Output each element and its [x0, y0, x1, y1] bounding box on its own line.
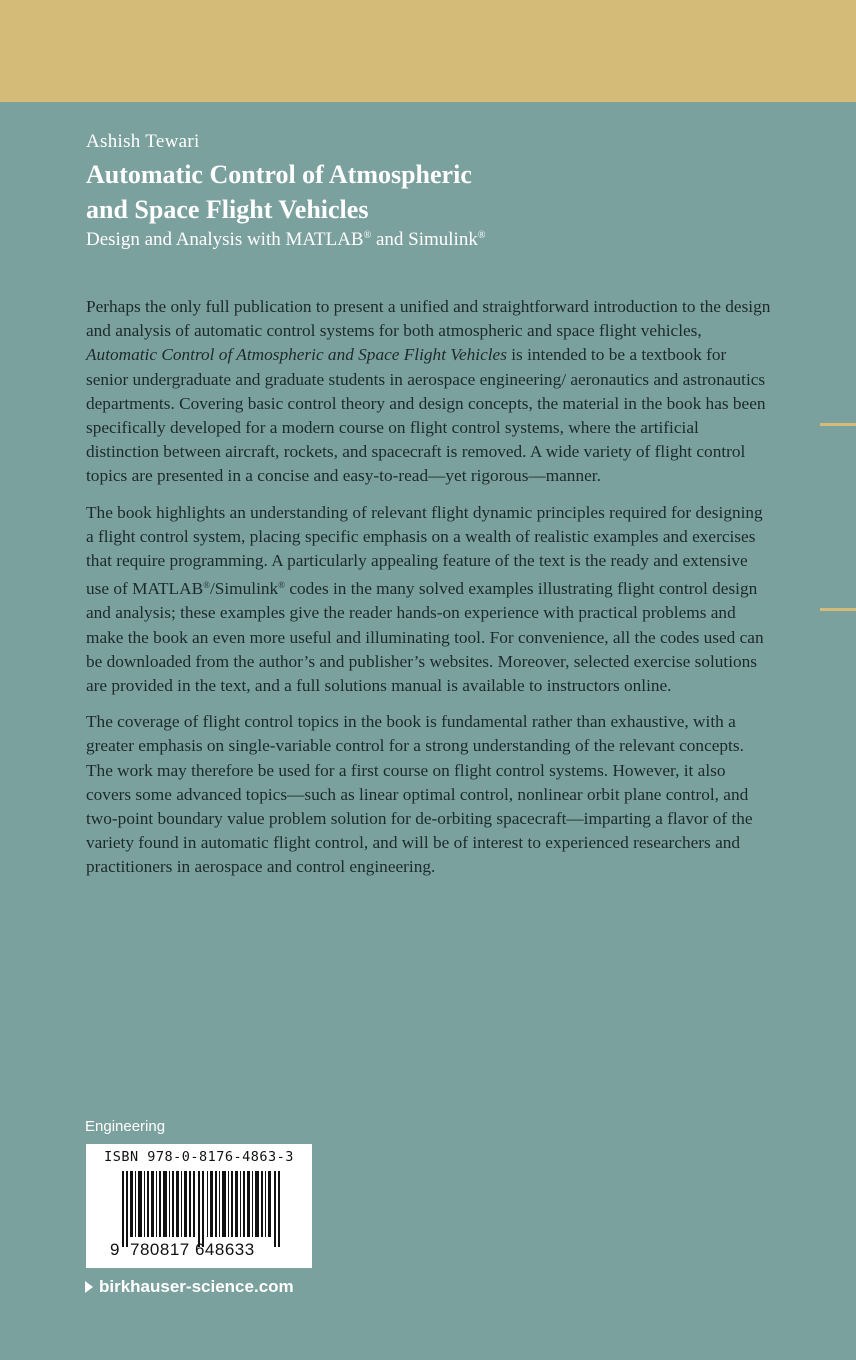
registered-mark: ® — [363, 230, 372, 241]
blurb-italic-title: Automatic Control of Atmospheric and Space Flight Vehicles — [86, 345, 507, 365]
registered-mark: ® — [278, 580, 285, 591]
blurb-paragraph-2 — [86, 501, 772, 699]
arrow-right-icon — [85, 1281, 93, 1293]
blurb-text: /Simulink — [209, 579, 279, 599]
blurb-paragraph-3: The coverage of flight control topics in the book is fundamental rather than exhaustive, with a greater emphasis on single-variable control for a strong understanding of the relevant concepts. The work may therefore be used for a first course on flight control systems. However, it also covers some advanced topics—such as linear optimal control, nonlinear orbit plane control, and two-point boundary value problem solution for de-orbiting spacecraft—imparting a flavor of the variety found in automatic flight control, and will be of interest to experienced researchers and practitioners in aerospace and control engineering. — [86, 712, 753, 877]
blurb-text: Perhaps the only full publication to present a unified and straightforward introduction to the design and analysis of automatic control systems for both atmospheric and space flight vehicles, — [86, 297, 771, 341]
blurb-text: The book highlights an understanding of relevant flight dynamic principles required for designing a flight control system, placing specific emphasis on a wealth of realistic examples and exercises that require programming. A particularly appealing feature of the text is the ready and extensive use of MATLAB — [86, 502, 763, 599]
subtitle-part-2: and Simulink — [371, 229, 478, 250]
author-name: Ashish Tewari — [86, 131, 200, 152]
edge-marker-bottom — [820, 608, 856, 611]
subtitle-part-1: Design and Analysis with MATLAB — [86, 229, 364, 250]
blurb-text: codes in the many solved examples illustrating flight control design and analysis; these examples give the reader hands-on experience with practical problems and make the book an even more useful and illuminating tool. For convenience, all the codes used can be downloaded from the author’s and publisher’s websites. Moreover, selected exercise solutions are provided in the text, and a full solutions manual is available to instructors online. — [86, 579, 764, 696]
blurb-text: is intended to be a textbook for senior undergraduate and graduate students in aerospace engineering/ aeronautics and astronautics departments. Covering basic control theory and design concepts, the material in the book has been specifically developed for a modern course on flight control systems, where the artificial distinction between aircraft, rockets, and spacecraft is removed. A wide variety of flight control topics are presented in a concise and easy-to-read—yet rigorous—manner. — [86, 345, 766, 486]
title-line-2: and Space Flight Vehicles — [86, 195, 369, 224]
blurb-paragraph-1 — [86, 295, 772, 489]
publisher-website-link[interactable] — [85, 1277, 294, 1297]
barcode-panel — [86, 1144, 312, 1268]
blurb — [86, 295, 772, 892]
website-text: birkhauser-science.com — [99, 1277, 294, 1296]
barcode-image — [122, 1171, 282, 1247]
book-subtitle — [86, 229, 485, 251]
book-title — [86, 157, 726, 227]
category-label: Engineering — [85, 1118, 166, 1135]
ean-first-digit: 9 — [110, 1240, 120, 1259]
edge-marker-top — [820, 423, 856, 426]
title-line-1: Automatic Control of Atmospheric — [86, 160, 472, 189]
top-color-band — [0, 0, 856, 102]
ean-digits: 780817 648633 — [130, 1240, 255, 1259]
registered-mark: ® — [203, 580, 210, 591]
registered-mark: ® — [477, 230, 486, 241]
isbn-text: ISBN 978-0-8176-4863-3 — [104, 1149, 294, 1165]
